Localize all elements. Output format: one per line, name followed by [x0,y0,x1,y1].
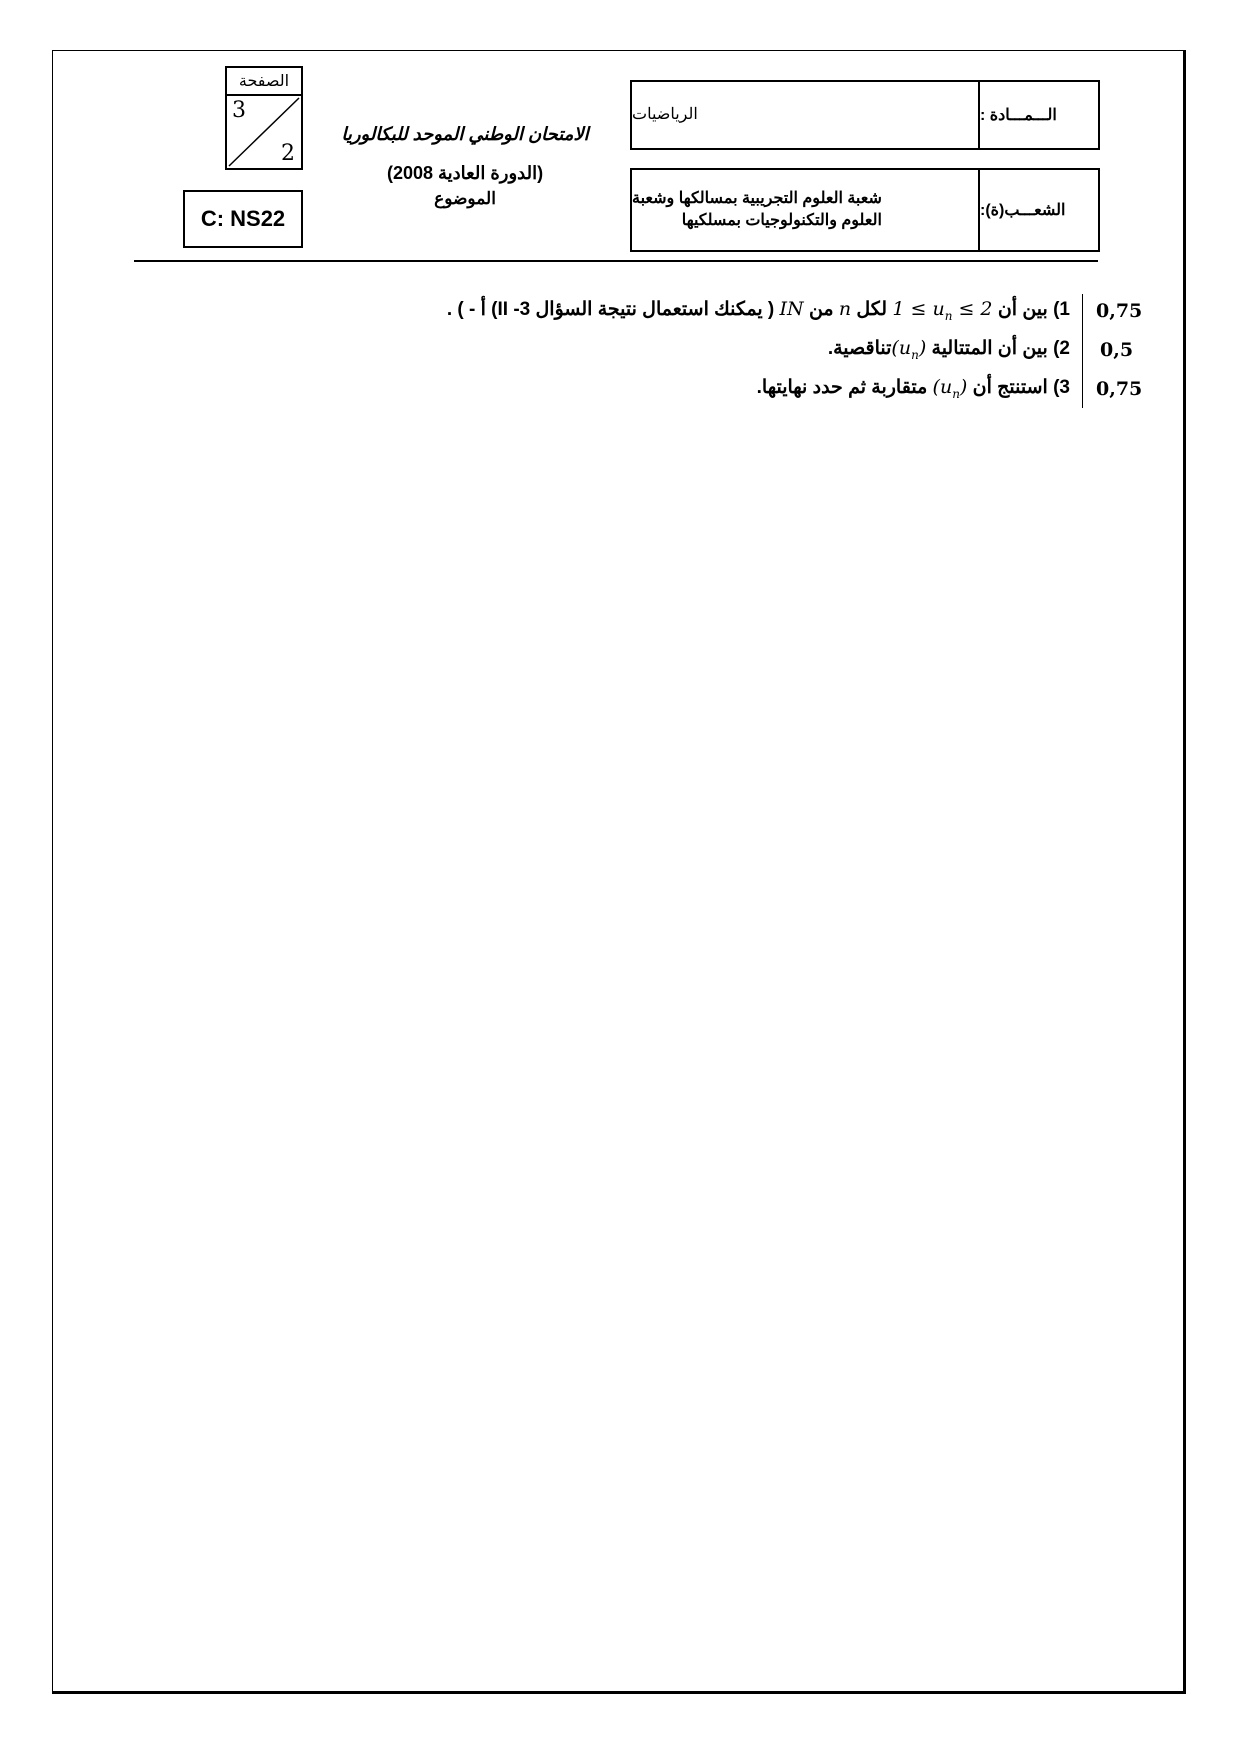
exam-title: الامتحان الوطني الموحد للبكالوريا [341,124,589,144]
question-2 [828,337,1070,362]
question-3 [757,376,1070,401]
page-label: الصفحة [225,66,303,96]
branch-value [632,170,978,250]
math-expression: $1 \le u_n \le 2$ [892,298,993,323]
branch-value-line1: شعبة العلوم التجريبية بمسالكها وشعبة [632,190,882,208]
subject-row [630,80,1100,150]
math-expression: $(u_n)$ [891,337,927,362]
question-3-mark: 0,75 [1096,378,1143,400]
subject-label: الـــمـــادة : [978,82,1098,148]
question-number: 3) [1053,377,1070,398]
question-text: من [808,299,834,320]
math-variable: n [838,298,852,320]
question-2-mark: 0,5 [1100,339,1134,361]
exam-session: (الدورة العادية 2008) [386,163,544,183]
branch-label: الشعـــب(ة): [978,170,1098,250]
question-text: متقاربة ثم حدد نهايتها. [756,377,928,398]
question-number: 1) [1053,299,1070,320]
question-text: استنتج أن [972,377,1048,398]
question-number: 2) [1053,338,1070,359]
question-text: بين أن المتتالية [931,338,1048,359]
math-expression: $(u_n)$ [932,376,968,401]
branch-value-line2: العلوم والتكنولوجيات بمسلكيها [681,212,882,229]
page-number-box [225,94,303,170]
question-1-mark: 0,75 [1096,300,1143,322]
header-divider [134,260,1098,262]
subject-type: الموضوع [434,189,496,208]
question-text: ( يمكنك استعمال نتيجة السؤال II -3) أ - ) . [446,299,775,320]
exam-code: C: NS22 [183,190,303,248]
page-total: 3 [232,98,246,123]
question-text: تناقصية. [827,338,892,359]
math-set: IN [779,298,804,320]
marks-divider [1082,294,1083,408]
page-current: 2 [281,141,295,166]
question-text: بين أن [997,299,1048,320]
page-frame [52,50,1186,1694]
question-text: لكل [856,299,888,320]
question-1 [447,298,1070,323]
subject-value: الرياضيات [632,106,698,124]
branch-row [630,168,1100,252]
